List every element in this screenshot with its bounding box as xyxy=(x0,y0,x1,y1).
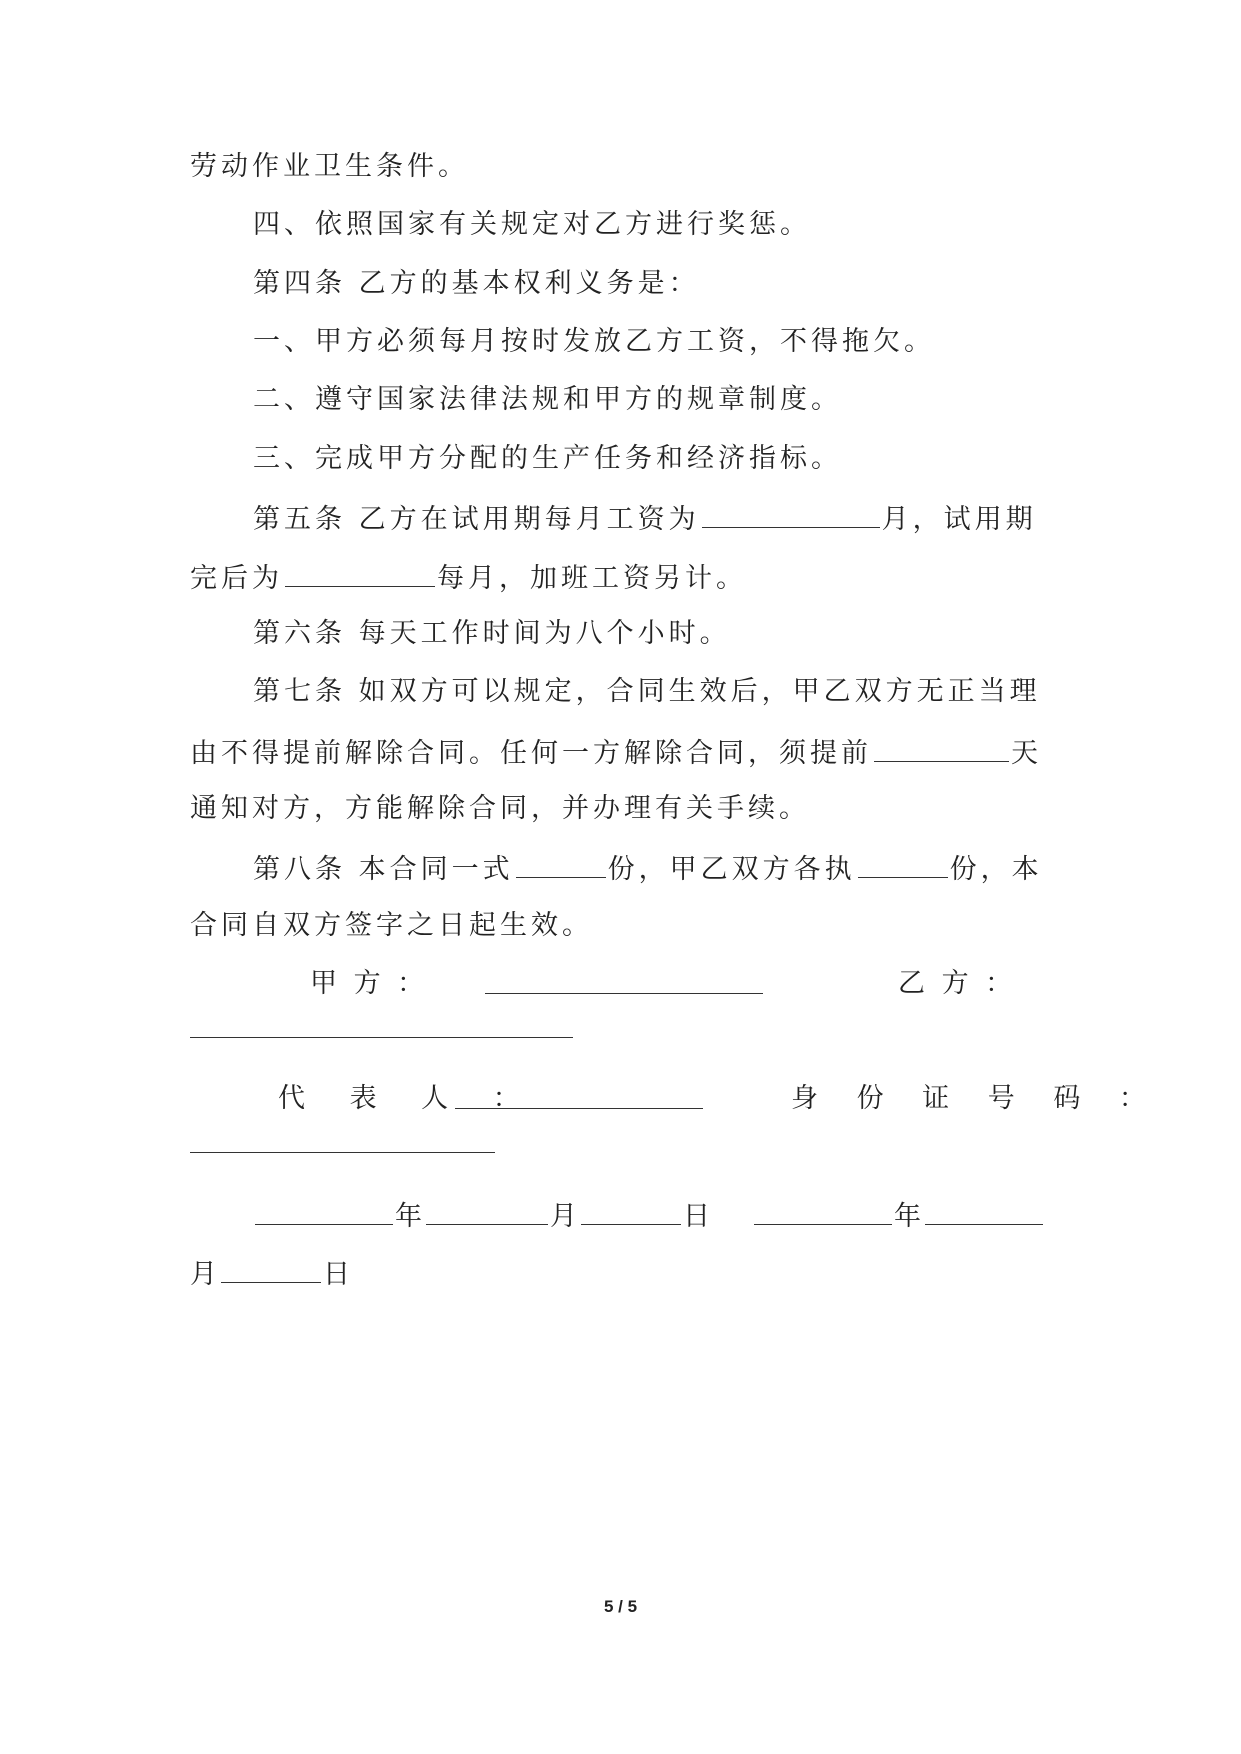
party-a-month-blank[interactable] xyxy=(426,1194,548,1225)
party-b-day-blank[interactable] xyxy=(221,1252,321,1283)
text: 通知对方，方能解除合同，并办理有关手续。 xyxy=(190,793,810,824)
paragraph-line xyxy=(190,147,1050,187)
text: 劳动作业卫生条件。 xyxy=(190,151,469,182)
party-b-month-blank[interactable] xyxy=(925,1194,1043,1225)
text: 完后为 xyxy=(190,563,283,594)
salary-regular-blank[interactable] xyxy=(285,556,435,587)
salary-trial-blank[interactable] xyxy=(702,497,880,528)
page-number: 5 / 5 xyxy=(603,1597,638,1616)
copies-total-blank[interactable] xyxy=(516,847,606,878)
text: 第七条 如双方可以规定，合同生效后，甲乙双方无正当理 xyxy=(253,676,1041,707)
id-number-line[interactable] xyxy=(190,1152,495,1153)
text: 第六条 每天工作时间为八个小时。 xyxy=(253,618,731,649)
paragraph-line xyxy=(253,205,1113,245)
representative-label: 代 表 人 ： xyxy=(278,1083,538,1114)
party-a-day-blank[interactable] xyxy=(581,1194,681,1225)
paragraph-line xyxy=(253,322,1113,362)
article-6-line xyxy=(253,614,1113,654)
copies-each-blank[interactable] xyxy=(858,847,948,878)
article-4-heading xyxy=(253,264,1113,304)
text: 月，试用期 xyxy=(881,504,1037,535)
article-8-line xyxy=(253,847,1113,890)
article-5-line xyxy=(253,497,1113,540)
notice-days-blank[interactable] xyxy=(874,731,1009,762)
paragraph-line xyxy=(190,906,1050,946)
text: 四、依照国家有关规定对乙方进行奖惩。 xyxy=(253,209,811,240)
party-b-year-blank[interactable] xyxy=(754,1194,892,1225)
text: 三、完成甲方分配的生产任务和经济指标。 xyxy=(253,443,842,474)
text: 第八条 本合同一式 xyxy=(253,854,514,885)
paragraph-line xyxy=(190,556,1050,599)
id-number-label: 身 份 证 号 码 ： xyxy=(791,1083,1161,1114)
paragraph-line xyxy=(190,731,1050,774)
party-a-signature-line[interactable] xyxy=(485,993,763,994)
text: 第四条 乙方的基本权利义务是： xyxy=(253,268,700,299)
party-b-label: 乙 方 ： xyxy=(898,968,1017,999)
paragraph-line xyxy=(253,439,1113,479)
text: 天 xyxy=(1011,738,1042,769)
text: 一、甲方必须每月按时发放乙方工资，不得拖欠。 xyxy=(253,326,935,357)
text: 份，本 xyxy=(949,854,1043,885)
paragraph-line xyxy=(253,380,1113,420)
party-b-signature-line[interactable] xyxy=(190,1037,573,1038)
text: 由不得提前解除合同。任何一方解除合同，须提前 xyxy=(190,738,872,769)
party-a-year-blank[interactable] xyxy=(255,1194,393,1225)
text: 二、遵守国家法律法规和甲方的规章制度。 xyxy=(253,384,842,415)
date-row-continued: 月 日 xyxy=(190,1252,1050,1295)
text: 份，甲乙双方各执 xyxy=(607,854,856,885)
article-7-line xyxy=(253,672,1113,712)
paragraph-line xyxy=(190,789,1050,829)
text: 第五条 乙方在试用期每月工资为 xyxy=(253,504,700,535)
representative-signature-line[interactable] xyxy=(455,1108,703,1109)
date-row: 年 月 日 年 xyxy=(253,1194,1113,1237)
text: 合同自双方签字之日起生效。 xyxy=(190,910,593,941)
party-a-label: 甲 方 ： xyxy=(310,968,429,999)
text: 每月，加班工资另计。 xyxy=(437,563,747,594)
